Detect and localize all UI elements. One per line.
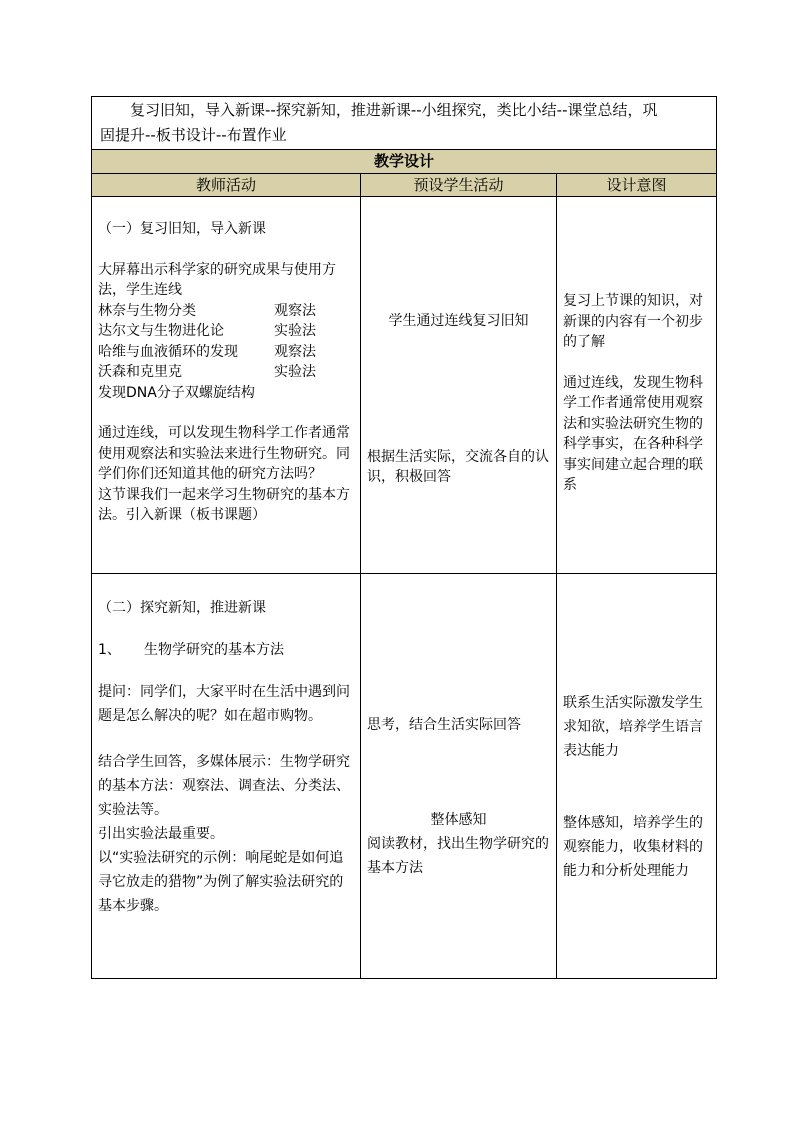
match-pair-3	[98, 342, 354, 363]
row2-teacher-p2: 结合学生回答，多媒体展示：生物学研究的基本方法：观察法、调查法、分类法、实验法等。	[98, 754, 350, 818]
row2-student-cell	[361, 574, 557, 979]
row2-student-a2: 阅读教材，找出生物学研究的基本方法	[367, 835, 549, 876]
row2-intent-i1: 联系生活实际激发学生求知欲，培养学生语言表达能力	[563, 695, 703, 759]
match-left-4: 沃森和克里克	[98, 364, 182, 380]
match-left-3: 哈维与血液循环的发现	[98, 343, 238, 360]
lesson-design-table	[91, 96, 717, 979]
match-right-2: 实验法	[274, 323, 316, 339]
column-header-teacher: 教师活动	[92, 174, 361, 197]
row2-heading: （二）探究新知，推进新课	[98, 600, 266, 616]
match-right-1: 观察法	[274, 302, 316, 319]
match-left-1: 林奈与生物分类	[98, 302, 196, 319]
lesson-flow-intro	[92, 97, 717, 150]
design-section-title: 教学设计	[92, 150, 717, 174]
row1-student-cell	[361, 197, 557, 574]
row2-student-a2-title: 整体感知	[430, 811, 487, 828]
row2-teacher-p3: 引出实验法最重要。	[98, 826, 224, 842]
row2-student-a1: 思考，结合生活实际回答	[367, 717, 521, 733]
row1-intent-cell	[557, 197, 717, 574]
row2-intent-i2: 整体感知，培养学生的观察能力，收集材料的能力和分析处理能力	[563, 815, 703, 879]
row1-heading: （一）复习旧知，导入新课	[98, 221, 266, 237]
intro-line-2: 固提升--板书设计--布置作业	[100, 126, 287, 144]
row1-teacher-cell	[92, 197, 361, 574]
row2-teacher-p4: 以“实验法研究的示例：响尾蛇是如何追寻它放走的猎物”为例了解实验法研究的基本步骤。	[98, 850, 344, 914]
row2-item-text: 生物学研究的基本方法	[144, 641, 284, 658]
row1-student-a2: 根据生活实际，交流各自的认识，积极回答	[367, 448, 549, 485]
match-pair-4	[98, 362, 354, 383]
match-right-3: 观察法	[274, 343, 316, 360]
row1-intent-i1: 复习上节课的知识，对新课的内容有一个初步的了解	[563, 293, 703, 350]
row1-teacher-p3: 通过连线，可以发现生物科学工作者通常使用观察法和实验法来进行生物研究。同学们你们还知道其他的研究方法吗？	[98, 425, 350, 482]
row1-intent-i2: 通过连线，发现生物科学工作者通常使用观察法和实验法研究生物的科学事实，在各种科学事实间建立起合理的联系	[563, 374, 703, 493]
row1-teacher-p1: 大屏幕出示科学家的研究成果与使用方法，学生连线	[98, 261, 336, 298]
intro-line-1: 复习旧知，导入新课--探究新知，推进新课--小组探究，类比小结--课堂总结，巩	[130, 101, 658, 119]
match-pair-2	[98, 321, 354, 342]
row2-list-item	[98, 640, 354, 661]
row2-intent-cell	[557, 574, 717, 979]
match-right-4: 实验法	[274, 364, 316, 380]
row1-teacher-p2: 发现DNA分子双螺旋结构	[98, 384, 255, 401]
row2-teacher-p1: 提问：同学们，大家平时在生活中遇到问题是怎么解决的呢？如在超市购物。	[98, 684, 350, 724]
match-left-2: 达尔文与生物进化论	[98, 323, 224, 339]
row1-teacher-p4: 这节课我们一起来学习生物研究的基本方法。引入新课（板书课题）	[98, 486, 350, 523]
row2-item-number: 1、	[98, 641, 121, 658]
row1-student-a1: 学生通过连线复习旧知	[388, 313, 529, 329]
row2-teacher-cell	[92, 574, 361, 979]
match-pair-1	[98, 301, 354, 322]
column-header-intent: 设计意图	[557, 174, 717, 197]
column-header-student: 预设学生活动	[361, 174, 557, 197]
